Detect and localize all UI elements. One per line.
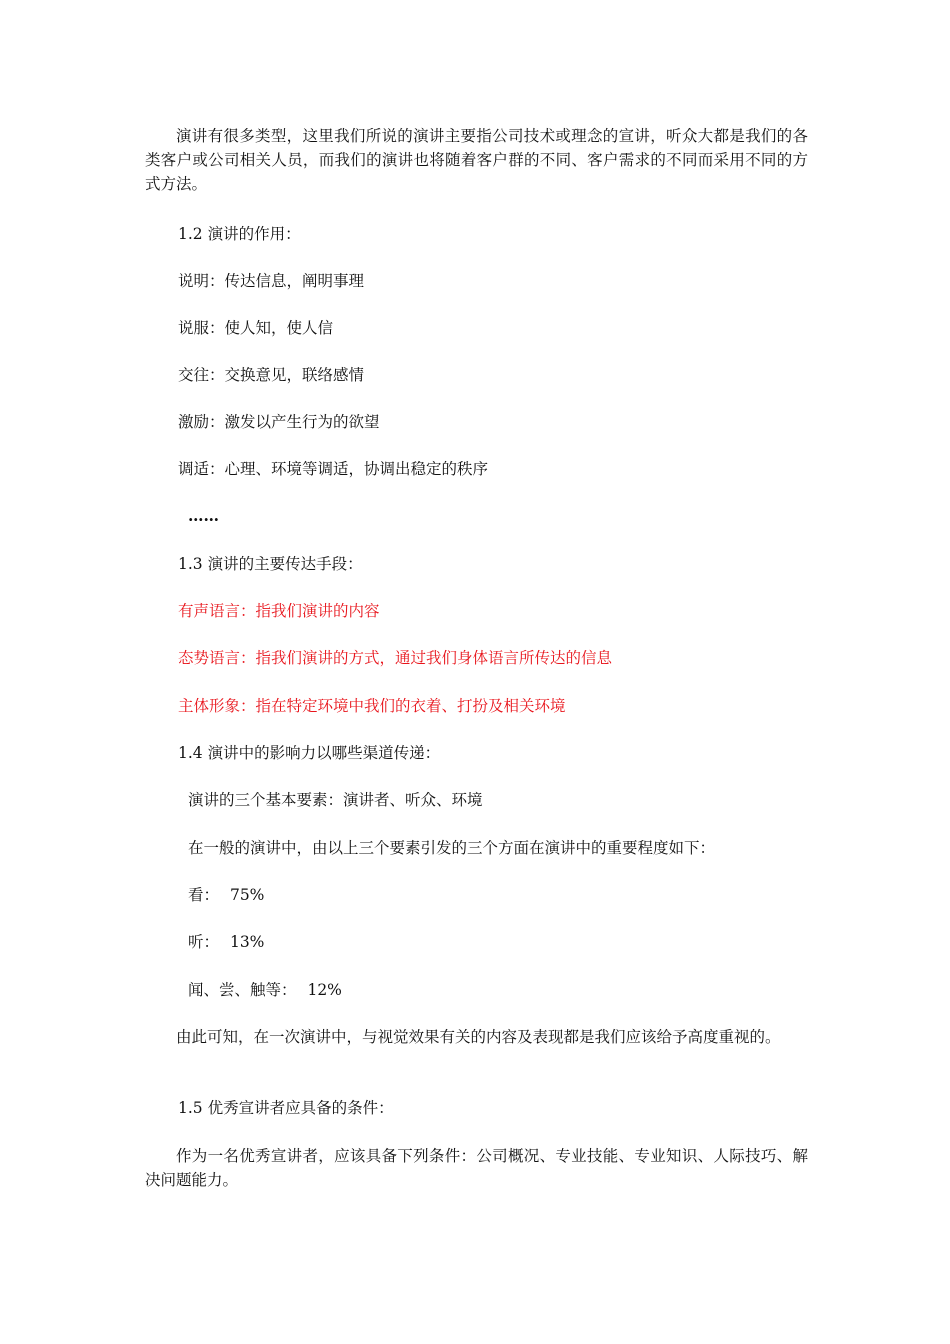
importance-intro: 在一般的演讲中，由以上三个要素引发的三个方面在演讲中的重要程度如下：: [188, 839, 716, 857]
section-1-2-heading: 1.2 演讲的作用：: [178, 225, 301, 243]
means-item-red: 有声语言：指我们演讲的内容: [178, 602, 380, 620]
importance-row: [188, 883, 264, 907]
intro-paragraph: 演讲有很多类型，这里我们所说的演讲主要指公司技术或理念的宣讲，听众大都是我们的各类客户或公司相关人员，而我们的演讲也将随着客户群的不同、客户需求的不同而采用不同的方式方法。: [145, 127, 808, 193]
importance-row: [188, 978, 342, 1002]
role-item: 交往：交换意见，联络感情: [178, 366, 365, 384]
conclusion-paragraph: 由此可知，在一次演讲中，与视觉效果有关的内容及表现都是我们应该给予高度重视的。: [176, 1028, 781, 1046]
importance-label: 看：: [188, 886, 220, 904]
role-item: 调适：心理、环境等调适，协调出稳定的秩序: [178, 460, 489, 478]
section-1-4-heading: 1.4 演讲中的影响力以哪些渠道传递：: [178, 744, 441, 762]
importance-value: 12%: [307, 981, 342, 999]
importance-row: [188, 930, 264, 954]
ellipsis: ……: [188, 506, 219, 525]
means-item-red: 态势语言：指我们演讲的方式，通过我们身体语言所传达的信息: [178, 649, 613, 667]
role-item: 激励：激发以产生行为的欲望: [178, 413, 380, 431]
section-1-3-heading: 1.3 演讲的主要传达手段：: [178, 555, 363, 573]
importance-label: 闻、尝、触等：: [188, 981, 297, 999]
elements-line: 演讲的三个基本要素：演讲者、听众、环境: [188, 791, 483, 809]
section-1-5-heading: 1.5 优秀宣讲者应具备的条件：: [178, 1099, 394, 1117]
importance-value: 13%: [229, 933, 265, 951]
role-item: 说明：传达信息，阐明事理: [178, 272, 365, 290]
importance-value: 75%: [229, 886, 265, 904]
importance-label: 听：: [188, 933, 220, 951]
role-item: 说服：使人知，使人信: [178, 319, 334, 337]
means-item-red: 主体形象：指在特定环境中我们的衣着、打扮及相关环境: [178, 697, 566, 715]
conditions-paragraph: 作为一名优秀宣讲者，应该具备下列条件：公司概况、专业技能、专业知识、人际技巧、解决问题能力。: [145, 1147, 808, 1189]
